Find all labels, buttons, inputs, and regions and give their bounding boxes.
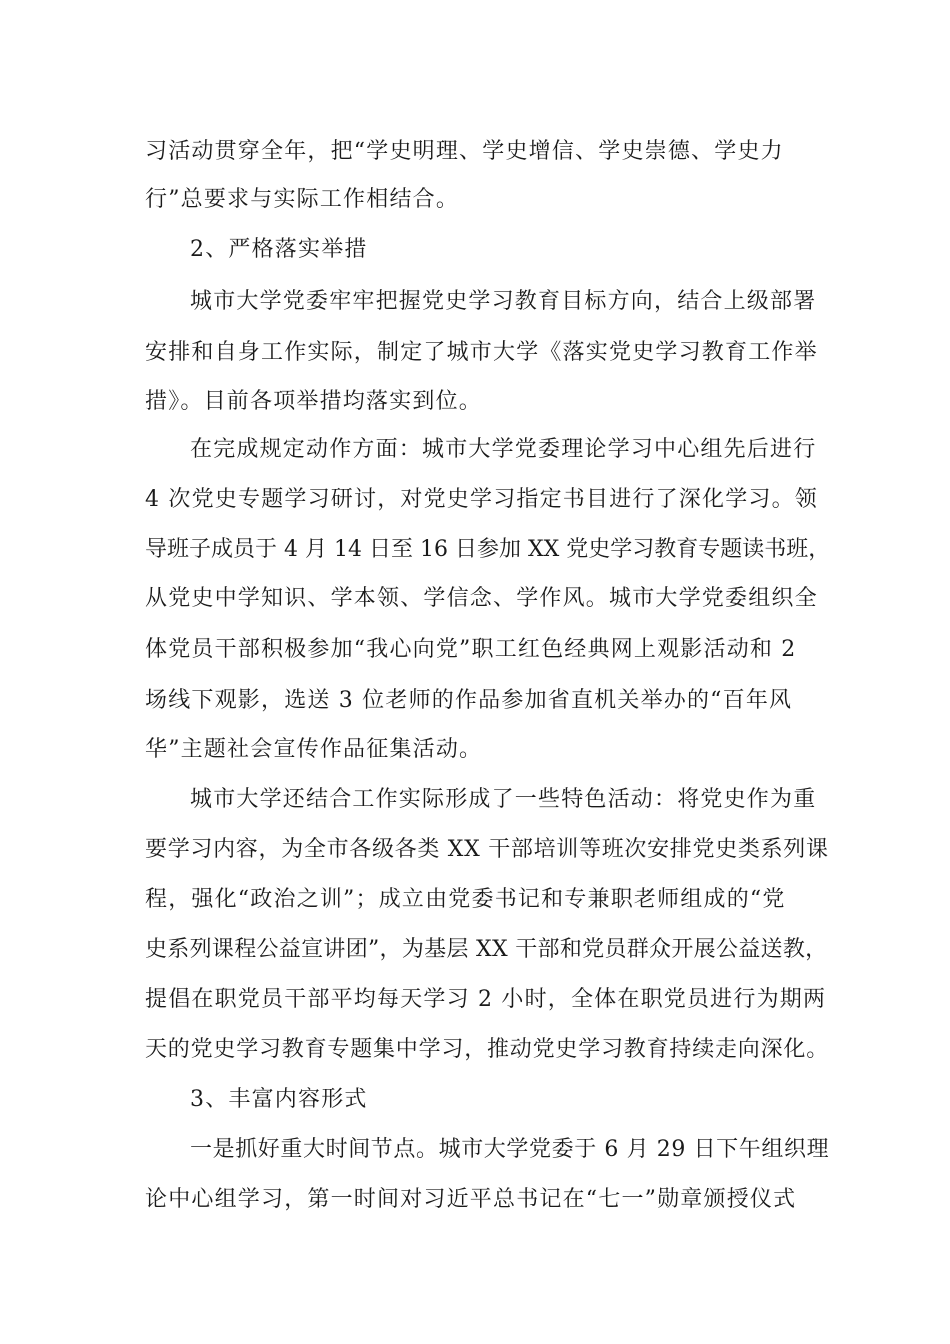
- section-heading: 3、丰富内容形式: [190, 1087, 368, 1112]
- paragraph-line: 论中心组学习，第一时间对习近平总书记在“七一”勋章颁授仪式: [145, 1187, 797, 1212]
- paragraph-line: 在完成规定动作方面：城市大学党委理论学习中心组先后进行: [190, 437, 817, 462]
- paragraph-line: 从党史中学知识、学本领、学信念、学作风。城市大学党委组织全: [145, 586, 818, 611]
- paragraph-line: 措》。目前各项举措均落实到位。: [145, 389, 483, 414]
- paragraph-line: 一是抓好重大时间节点。城市大学党委于 6 月 29 日下午组织理: [190, 1137, 830, 1162]
- paragraph-line: 行”总要求与实际工作相结合。: [145, 187, 460, 212]
- paragraph-line: 习活动贯穿全年，把“学史明理、学史增信、学史崇德、学史力: [145, 139, 784, 164]
- paragraph-line: 史系列课程公益宣讲团”，为基层 XX 干部和党员群众开展公益送教，: [145, 937, 828, 962]
- paragraph-line: 天的党史学习教育专题集中学习，推动党史学习教育持续走向深化。: [145, 1037, 830, 1062]
- paragraph-line: 安排和自身工作实际，制定了城市大学《落实党史学习教育工作举: [145, 340, 818, 365]
- paragraph-line: 华”主题社会宣传作品征集活动。: [145, 737, 483, 762]
- paragraph-line: 场线下观影，选送 3 位老师的作品参加省直机关举办的“百年风: [145, 688, 793, 713]
- paragraph-line: 要学习内容，为全市各级各类 XX 干部培训等班次安排党史类系列课: [145, 837, 829, 862]
- paragraph-line: 导班子成员于 4 月 14 日至 16 日参加 XX 党史学习教育专题读书班，: [145, 537, 831, 562]
- paragraph-line: 城市大学党委牢牢把握党史学习教育目标方向，结合上级部署: [190, 289, 817, 314]
- paragraph-line: 程，强化“政治之训”；成立由党委书记和专兼职老师组成的“党: [145, 887, 786, 912]
- paragraph-line: 提倡在职党员干部平均每天学习 2 小时，全体在职党员进行为期两: [145, 987, 827, 1012]
- paragraph-line: 4 次党史专题学习研讨，对党史学习指定书目进行了深化学习。领: [145, 487, 818, 512]
- paragraph-line: 体党员干部积极参加“我心向党”职工红色经典网上观影活动和 2: [145, 637, 797, 662]
- section-heading: 2、严格落实举措: [190, 237, 368, 262]
- paragraph-line: 城市大学还结合工作实际形成了一些特色活动：将党史作为重: [190, 787, 817, 812]
